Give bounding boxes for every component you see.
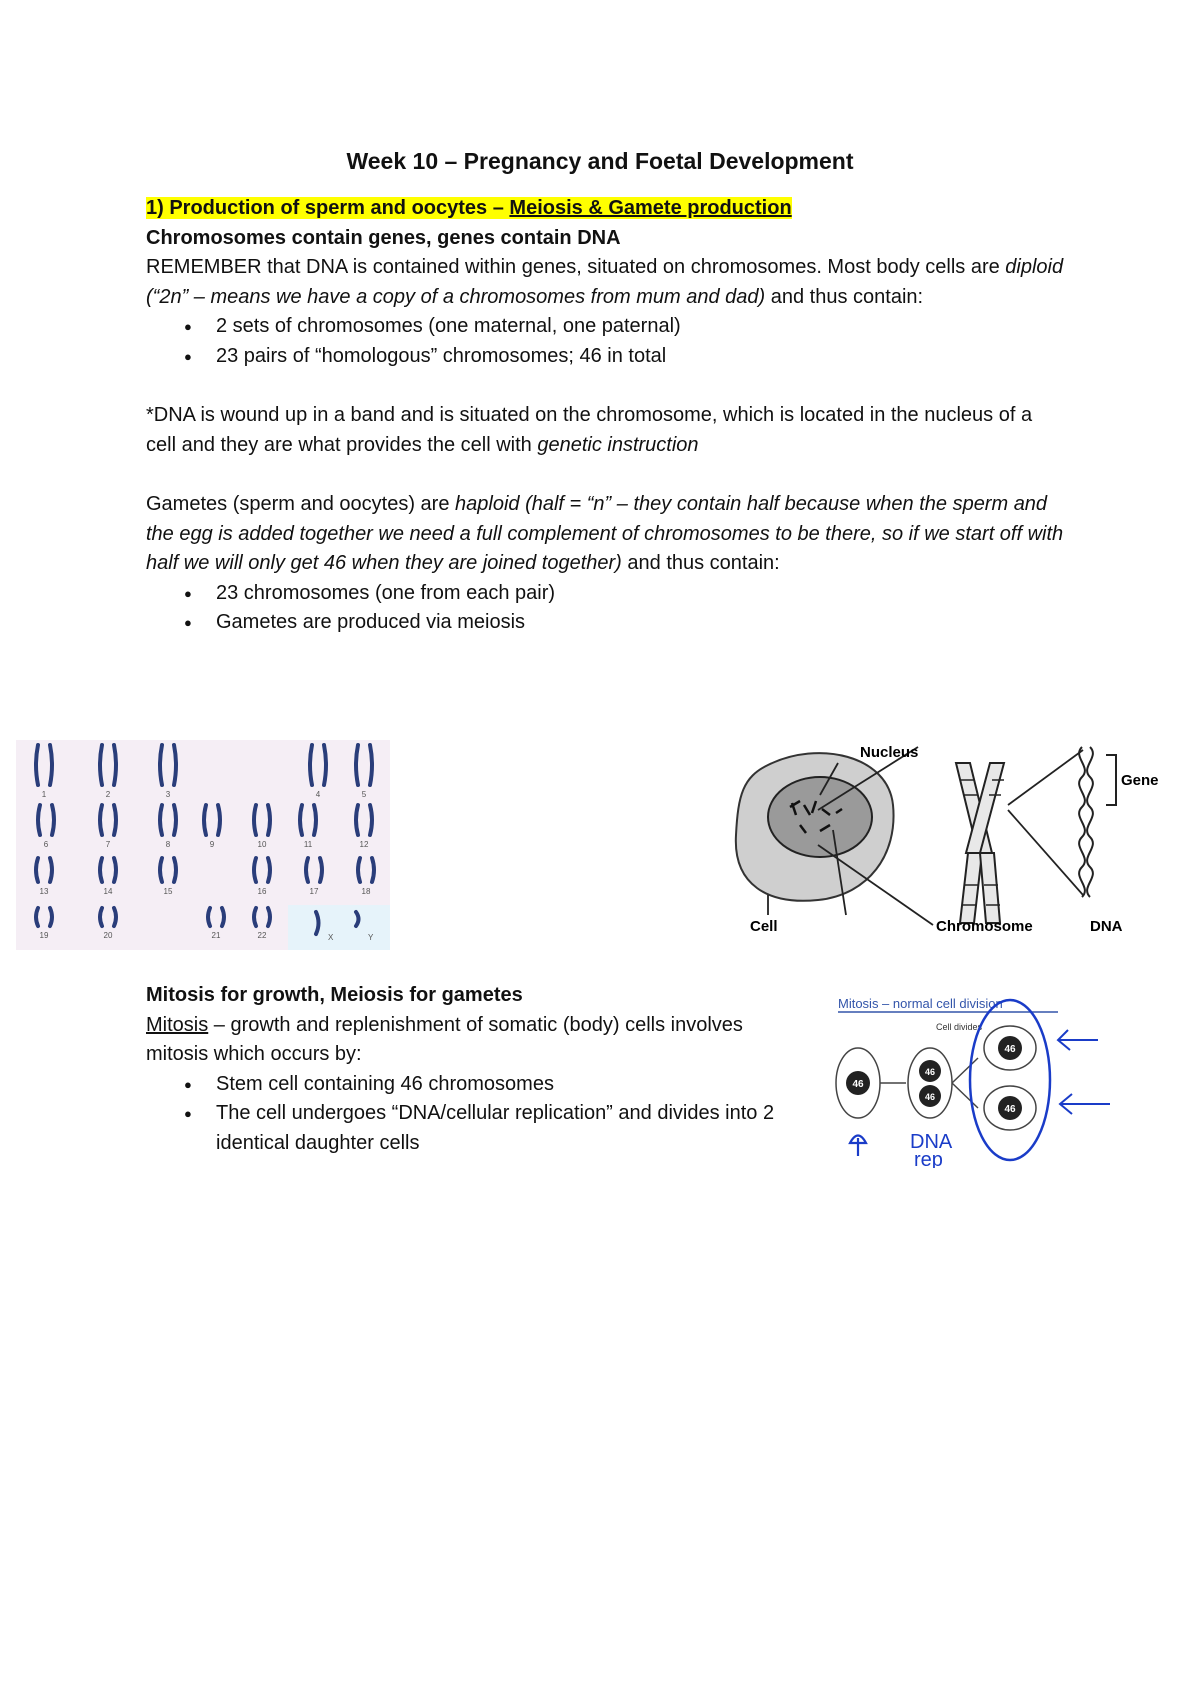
para1-text-end: and thus contain: bbox=[765, 285, 924, 308]
chromosome-pair bbox=[300, 805, 316, 835]
chromosome-label: Chromosome bbox=[936, 918, 1033, 935]
chromosome-pair bbox=[160, 805, 176, 835]
cell-diagram bbox=[728, 735, 1172, 935]
chromosome-number: 20 bbox=[103, 931, 113, 940]
chromosome-pair bbox=[254, 805, 270, 835]
chromosome-pair bbox=[100, 858, 116, 882]
gametes-bullet-list bbox=[146, 579, 1066, 638]
para3-italic: haploid (half = “n” – they contain half because when the sperm and the egg is added together we need a full complement of chromosomes to be there, so if we start off with half we will only get 46 when they are joined together) bbox=[146, 493, 1064, 574]
chromosome-number: 5 bbox=[361, 790, 367, 799]
chromosome-number: 11 bbox=[303, 840, 313, 849]
list-item: ● Gametes are produced via meiosis bbox=[216, 608, 1066, 638]
para2-text: *DNA is wound up in a band and is situated on the chromosome, which is located in the nucleus of a cell and they are what provides the cell with bbox=[146, 404, 1033, 456]
list-item: ● Stem cell containing 46 chromosomes bbox=[216, 1070, 786, 1100]
mitosis-text: – growth and replenishment of somatic (body) cells involves mitosis which occurs by: bbox=[146, 1013, 743, 1065]
paragraph-gametes bbox=[146, 490, 1066, 579]
chromosome-number: 14 bbox=[103, 887, 113, 896]
count-label: 46 bbox=[1004, 1104, 1016, 1115]
chromosome-pair bbox=[356, 805, 372, 835]
chromosome-pair bbox=[38, 805, 54, 835]
chromosome-pair bbox=[100, 805, 116, 835]
chromosome-pair bbox=[204, 805, 220, 835]
dna-label: DNA bbox=[1090, 918, 1123, 935]
chromosome-pair bbox=[36, 858, 52, 882]
section-1-heading bbox=[146, 194, 1066, 224]
para1-text: REMEMBER that DNA is contained within genes, situated on chromosomes. Most body cells are bbox=[146, 256, 1006, 278]
chromosome-number: Y bbox=[368, 933, 374, 942]
list-item: ● 23 pairs of “homologous” chromosomes; 46 in total bbox=[216, 342, 1066, 372]
chromosome-number: 6 bbox=[43, 840, 49, 849]
nucleus-label: Nucleus bbox=[860, 744, 919, 761]
chromosome-pair bbox=[160, 745, 176, 785]
cell-label: Cell bbox=[750, 918, 778, 935]
mitosis-diagram bbox=[828, 988, 1144, 1168]
chromosome-number: 12 bbox=[359, 840, 369, 849]
chromosome-number: 10 bbox=[257, 840, 267, 849]
chromosome-pair bbox=[358, 858, 374, 882]
paragraph-mitosis bbox=[146, 1011, 786, 1070]
count-label: 46 bbox=[924, 1092, 936, 1102]
section-2 bbox=[146, 981, 786, 1158]
mitosis-term: Mitosis bbox=[146, 1013, 209, 1036]
chromosome-number: X bbox=[328, 933, 334, 942]
chromosome-pair bbox=[160, 858, 176, 882]
list-item: ● 23 chromosomes (one from each pair) bbox=[216, 579, 1066, 609]
chromosome-number: 8 bbox=[165, 840, 171, 849]
karyotype-svg bbox=[16, 740, 390, 950]
chromosome-number: 17 bbox=[309, 887, 319, 896]
chromosome-pair bbox=[310, 745, 326, 785]
chromosome-number: 21 bbox=[211, 931, 221, 940]
chromosome-number: 1 bbox=[41, 790, 47, 799]
chromosome-pair bbox=[100, 745, 116, 785]
list-item: ● 2 sets of chromosomes (one maternal, one paternal) bbox=[216, 312, 1066, 342]
paragraph-dna bbox=[146, 401, 1066, 460]
paragraph-diploid bbox=[146, 253, 1066, 312]
section-1 bbox=[146, 194, 1066, 638]
gene-label: Gene bbox=[1121, 772, 1159, 789]
count-label: 46 bbox=[924, 1067, 936, 1077]
cell-divides-label: Cell divides bbox=[936, 1022, 983, 1032]
chromosome-number: 9 bbox=[209, 840, 215, 849]
chromosome-number: 16 bbox=[257, 887, 267, 896]
list-item: ● The cell undergoes “DNA/cellular replication” and divides into 2 identical daughter cells bbox=[216, 1099, 786, 1158]
chromosome-pair bbox=[254, 858, 270, 882]
cell-diagram-svg bbox=[728, 735, 1172, 935]
chromosome-number: 19 bbox=[39, 931, 49, 940]
chromosome-number: 13 bbox=[39, 887, 49, 896]
mitosis-diagram-title: Mitosis – normal cell division bbox=[838, 996, 1003, 1011]
handwritten-dna: DNA bbox=[910, 1131, 953, 1153]
chromosome-pair bbox=[36, 745, 52, 785]
chromosome-number: 15 bbox=[163, 887, 173, 896]
heading-prefix: 1) Production of sperm and oocytes – bbox=[146, 197, 510, 219]
chromosome-pair bbox=[254, 908, 270, 926]
mitosis-bullet-list bbox=[146, 1070, 786, 1159]
para2-italic: genetic instruction bbox=[537, 433, 699, 456]
para1-italic: diploid (“2n” – means we have a copy of a chromosomes from mum and dad) bbox=[146, 256, 1064, 308]
section-2-heading: Mitosis for growth, Meiosis for gametes bbox=[146, 984, 523, 1006]
para3-text: Gametes (sperm and oocytes) are bbox=[146, 493, 456, 515]
chromosome-pair bbox=[208, 908, 224, 926]
chromosome-number: 2 bbox=[105, 790, 111, 799]
chromosome-pair bbox=[356, 745, 372, 785]
diploid-bullet-list bbox=[146, 312, 1066, 371]
heading-link: Meiosis & Gamete production bbox=[509, 197, 792, 219]
chromosome-number: 4 bbox=[315, 790, 321, 799]
chromosome-number: 18 bbox=[361, 887, 371, 896]
chromosome-pair bbox=[306, 858, 322, 882]
chromosome-pair bbox=[36, 908, 52, 926]
count-label: 46 bbox=[1004, 1044, 1016, 1055]
page-title: Week 10 – Pregnancy and Foetal Development bbox=[346, 148, 854, 174]
mitosis-diagram-svg bbox=[828, 988, 1144, 1168]
para3-text-end: and thus contain: bbox=[621, 552, 780, 574]
section-1-subheading: Chromosomes contain genes, genes contain DNA bbox=[146, 226, 621, 249]
karyotype-image bbox=[16, 740, 390, 950]
chromosome-number: 7 bbox=[105, 840, 111, 849]
chromosome-pair bbox=[100, 908, 116, 926]
chromosome-number: 22 bbox=[257, 931, 267, 940]
chromosome-number: 3 bbox=[165, 790, 171, 799]
handwritten-rep: rep bbox=[914, 1149, 943, 1168]
count-label: 46 bbox=[852, 1079, 864, 1090]
